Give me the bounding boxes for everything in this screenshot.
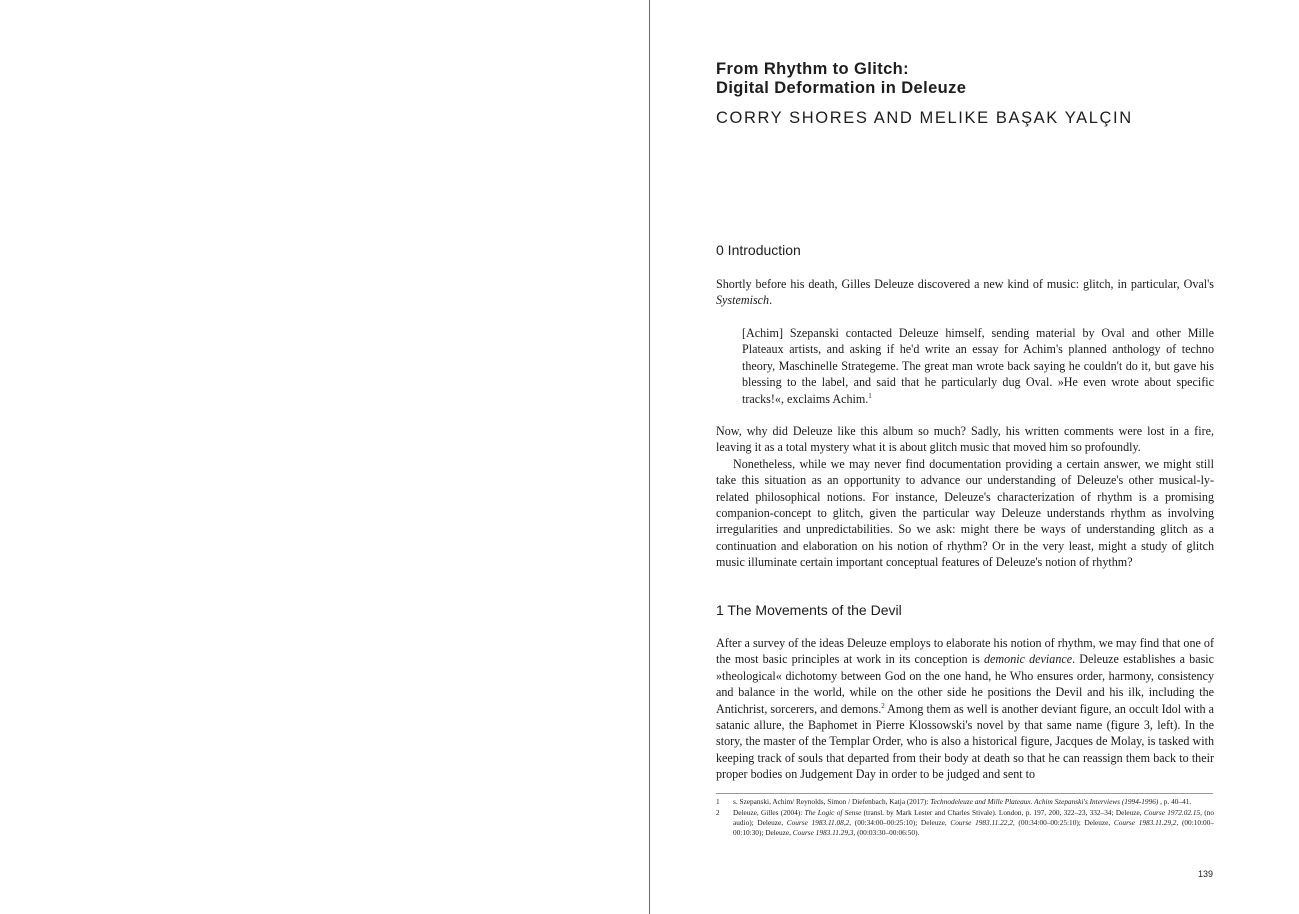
title-line-1: From Rhythm to Glitch: (716, 60, 910, 78)
footnote-1-pages: , p. 40–41. (1158, 797, 1192, 806)
footnote-2-title: The Logic of Sense (804, 808, 862, 817)
page-number: 139 (1198, 869, 1214, 879)
footnote-ref-1: 1 (868, 391, 872, 400)
devil-paragraph-1 (716, 635, 1214, 785)
footnote-2-course: Course 1983.11.29,2, (1113, 818, 1179, 827)
footnote-2-text: (transl. by Mark Lester and Charles Stivale). London, p. 197, 200, 322–23, 332–34; Deleuze, (861, 808, 1144, 817)
intro-paragraph-3: Nonetheless, while we may never find documentation providing a certain answer, we might still take this situation as an opportunity to advance our understanding of Deleuze's other musical-ly-related philosophical notions. For instance, Deleuze's characterization of rhythm is a promising companion-concept to glitch, given the particular way Deleuze understands rhythm as involving irregularities and unpredictabilities. So we ask: might there be ways of understanding glitch as a continuation and elaboration on his notion of rhythm? Or in the very least, might a study of glitch music illuminate certain important conceptual features of Deleuze's notion of rhythm? (716, 456, 1214, 570)
footnote-2-text: (00:34:00–00:25:10); Deleuze, (851, 818, 951, 827)
footnote-1-title: Technodeleuze and Mille Plateaux. Achim Szepanski's Interviews (1994-1996) (930, 797, 1159, 806)
footnote-2-text: Deleuze, Gilles (2004): (733, 808, 805, 817)
devil-p1-a: After a survey of the ideas Deleuze employs to elaborate his notion of rhythm, we may find that one of the most basic principles at work in its conception is (716, 636, 1214, 667)
section-heading-introduction: 0 Introduction (716, 242, 801, 258)
quote-text: [Achim] Szepanski contacted Deleuze himself, sending material by Oval and other Mille Plateaux artists, and asking if he'd write an essay for Achim's planned anthology of techno theory, Maschinelle Strategeme. The great man wrote back saying he couldn't do it, but gave his blessing to the label, and said that he particularly dug Oval. »He even wrote about specific tracks!«, exclaims Achim. (742, 326, 1214, 406)
left-page-blank (0, 0, 649, 914)
footnote-1-text: s. Szepanski, Achim/ Reynolds, Simon / Diefenbach, Katja (2017): (733, 797, 931, 806)
footnote-ref-2: 2 (881, 701, 885, 710)
block-quote (742, 325, 1214, 407)
devil-p1-italic: demonic deviance (984, 652, 1073, 667)
footnote-2-course: Course 1983.11.29,3, (792, 828, 856, 837)
footnote-2-text: (00:10:00–00:10:30); Deleuze, (733, 818, 1214, 837)
section-heading-devil: 1 The Movements of the Devil (716, 602, 902, 618)
footnote-2-text: (00:34:00–00:25:10); Deleuze, (1014, 818, 1114, 827)
footnote-2 (716, 808, 1214, 838)
footnotes (716, 797, 1214, 838)
intro-p1-text: Shortly before his death, Gilles Deleuze discovered a new kind of music: glitch, in particular, Oval's (716, 277, 1214, 291)
footnote-1-number: 1 (716, 797, 720, 806)
footnote-2-text: (no audio); Deleuze, (733, 808, 1214, 827)
title-line-2: Digital Deformation in Deleuze (716, 79, 967, 97)
footnote-2-text: (00:03:30–00:06:50). (855, 828, 920, 837)
article-title (716, 60, 1214, 98)
footnote-2-course: Course 1983.11.08,2, (786, 818, 852, 827)
devil-p1-c: Among them as well is another deviant figure, an occult Idol with a satanic allure, the Baphomet in Pierre Klossowski's novel by that same name (figure 3, left). In the story, the master of the Templar Order, who is also a historical figure, Jacques de Molay, is tasked with keeping track of souls that departed from their body at death so that he can reassign them back to their proper bodies on Judgement Day in order to be judged and sent to (716, 701, 1214, 782)
intro-p1-end: . (769, 293, 773, 308)
intro-paragraph-1 (716, 276, 1214, 309)
footnote-rule (716, 793, 1213, 794)
intro-paragraphs (716, 423, 1214, 571)
footnote-2-number: 2 (716, 808, 720, 817)
right-page (650, 0, 1299, 914)
footnote-2-course: Course 1972.02.15, (1143, 808, 1202, 817)
intro-paragraph-2: Now, why did Deleuze like this album so much? Sadly, his written comments were lost in a fire, leaving it as a total mystery what it is about glitch music that moved him so profoundly. (716, 424, 1214, 455)
intro-p1-italic: Systemisch (716, 293, 770, 308)
footnote-2-course: Course 1983.11.22,2, (950, 818, 1015, 827)
footnote-1 (716, 797, 1214, 807)
devil-p1-b: . Deleuze establishes a basic »theological« dichotomy between God on the one hand, he Who ensures order, harmony, consistency and balance in the world, while on the other side he positions the Devil and his ilk, including the Antichrist, sorcerers, and demons. (716, 652, 1214, 716)
article-authors: CORRY SHORES AND MELIKE BAŞAK YALÇIN (716, 109, 1133, 127)
